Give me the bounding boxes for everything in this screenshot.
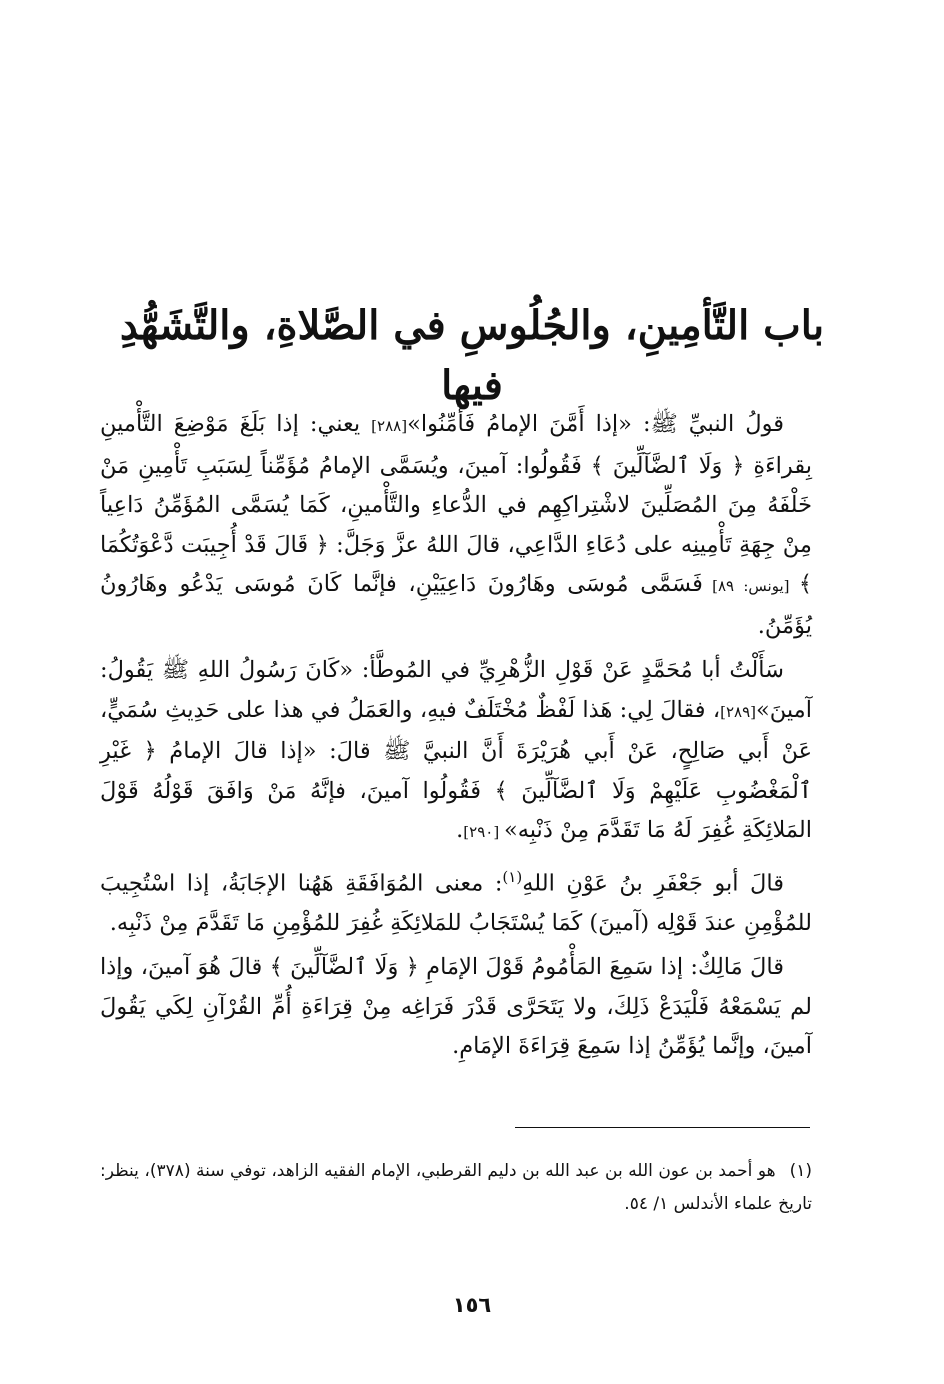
text-segment: فَقُولُوا آمينَ، فإنَّهُ مَنْ وَافَقَ قَوْلُهُ قَوْلَ المَلائِكَةِ غُفِرَ لَهُ مَا تَقَدَّمَ مِنْ ذَنْبِه» [100, 777, 812, 843]
text-segment: ، فقالَ لِي: هَذا لَفْظٌ مُخْتَلَفٌ فيهِ، والعَمَلُ في هذا على حَدِيثِ سُمَيٍّ، عَنْ أَبي صَالِحٍ، عَنْ أَبي هُرَيْرَةَ أَنَّ النبيَّ ﷺ قالَ: «إذا قالَ الإمامُ [100, 696, 812, 764]
footnote-divider [515, 1127, 810, 1128]
hadith-reference: [٢٨٨] [371, 417, 408, 435]
quran-quote: ﴿ وَلَا ٱلضَّآلِّينَ ﴾ [269, 954, 419, 980]
quran-quote: ﴿ وَلَا ٱلضَّآلِّينَ ﴾ [590, 452, 745, 479]
hadith-reference: [٢٩٠] [463, 823, 504, 841]
paragraph-2 [100, 651, 812, 853]
page-number: ١٥٦ [452, 1293, 492, 1317]
text-segment: قالَ مَالِكٌ: إذا سَمِعَ المَأْمُومُ قَوْلَ الإمَامِ [418, 954, 784, 980]
text-segment: فَسَمَّى مُوسَى وهَارُونَ دَاعِيَيْنِ، فإنَّما كَانَ مُوسَى يَدْعُو وهَارُونُ يُؤَمِّنُ. [100, 571, 812, 639]
footnote-number: (١) [789, 1161, 813, 1181]
quran-quote: ﴿ غَيْرِ ٱلْمَغْضُوبِ عَلَيْهِمْ وَلَا ٱلضَّآلِّينَ ﴾ [100, 738, 812, 804]
footnote-text: هو أحمد بن عون الله بن عبد الله بن دليم القرطبي، الإمام الفقيه الزاهد، توفي سنة (٣٧٨)، ينظر: تاريخ علماء الأندلس ١/ ٥٤. [100, 1161, 812, 1214]
text-segment: يعني: إذا بَلَغَ مَوْضِعَ التَّأْمينِ بِقراءَةِ [100, 411, 812, 479]
paragraph-3 [100, 858, 812, 944]
footnote-marker: (١) [502, 867, 523, 886]
quran-quote: ﴿ قَالَ قَدْ أُجِيبَت دَّعْوَتُكُمَا ﴾ [100, 531, 812, 597]
paragraph-1 [100, 405, 812, 646]
main-text [100, 405, 812, 1067]
surah-reference: [يونس: ٨٩] [702, 577, 799, 595]
text-segment: قالَ أبو جَعْفَرِ بنُ عَوْنِ اللهِ [522, 870, 784, 896]
paragraph-4 [100, 948, 812, 1067]
hadith-reference: [٢٨٩] [720, 702, 756, 721]
text-segment: سَأَلْتُ أبا مُحَمَّدٍ عَنْ قَوْلِ الزُّهْرِيِّ في المُوطَّأ: «كَانَ رَسُولُ اللهِ ﷺ يَقُولُ: آمينَ» [100, 657, 812, 723]
footnote [100, 1155, 812, 1221]
text-segment: : معنى المُوَافَقَةِ هَهُنا الإجَابَةُ، إذا اسْتُجِيبَ للمُؤْمِنِ عندَ قَوْلِه (آمينَ) كَمَا يُسْتَجَابُ للمَلائِكَةِ غُفِرَ للمُؤْمِنِ مَا تَقَدَّمَ مِنْ ذَنْبِه. [100, 870, 812, 936]
text-segment: فَقُولُوا: آمينَ، ويُسَمَّى الإمامُ مُؤَمِّناً لِسَبَبِ تَأْمِينِ مَنْ خَلْفَهُ مِنَ المُصَلِّينَ لاشْتِراكِهِم في الدُّعاءِ والتَّأْمينِ، كَمَا يُسَمَّى المُؤَمِّنُ دَاعِياً مِنْ جِهَةِ تَأْمِينِه على دُعَاءِ الدَّاعِي، قالَ اللهُ عزَّ وَجَلَّ: [100, 452, 812, 558]
text-segment: قولُ النبيِّ ﷺ: «إذا أَمَّنَ الإمامُ فَأَمِّنُوا» [407, 411, 785, 437]
chapter-title: باب التَّأمِينِ، والجُلُوسِ في الصَّلاةِ، والتَّشَهُّدِ فيها [119, 302, 825, 409]
text-segment: قالَ هُوَ آمينَ، وإذا لم يَسْمَعْهُ فَلْيَدَعْ ذَلِكَ، ولا يَتَحَرَّى قَدْرَ فَرَاغِه مِنْ قِرَاءَةِ أُمِّ القُرْآنِ لِكَي يَقُولَ آمينَ، وإنَّما يُؤَمِّنُ إذا سَمِعَ قِرَاءَةَ الإمَامِ. [100, 954, 812, 1059]
text-segment: . [456, 817, 464, 843]
